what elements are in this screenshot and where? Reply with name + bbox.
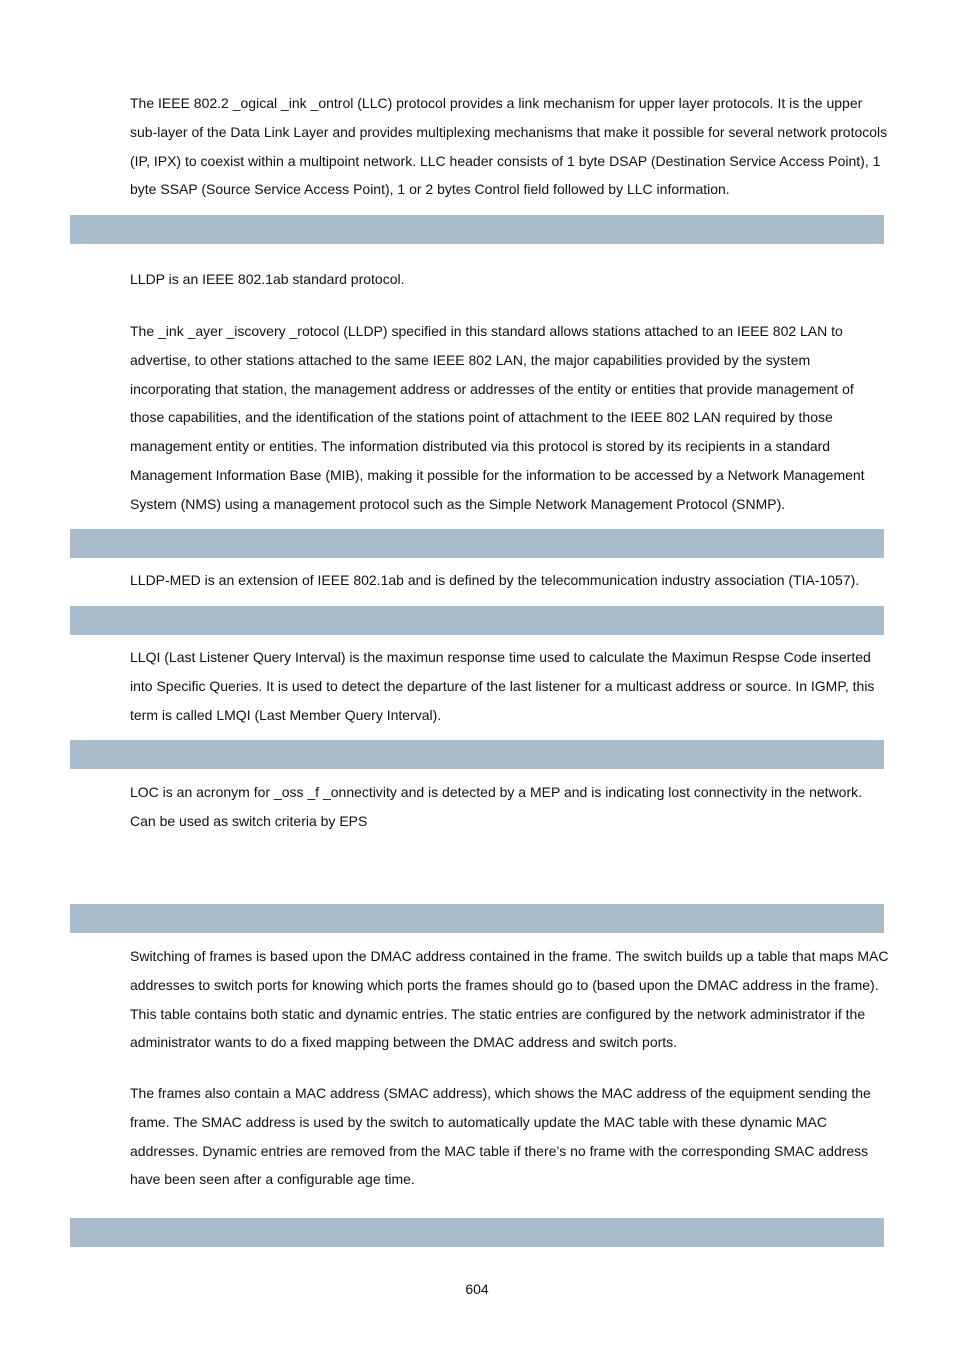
section-header-bar bbox=[70, 215, 884, 244]
lldp-med-paragraph: LLDP-MED is an extension of IEEE 802.1ab and is defined by the telecommunication industry association (TIA-1057). bbox=[130, 572, 860, 588]
mac-table-paragraph-1: Switching of frames is based upon the DMAC address contained in the frame. The switch builds up a table that maps MAC addresses to switch ports for knowing which ports the frames should go to (based upon the DMAC address in the frame). This table contains both static and dynamic entries. The static entries are configured by the network administrator if the administrator wants to do a fixed mapping between the DMAC address and switch ports. bbox=[130, 948, 889, 1051]
section-header-bar bbox=[70, 606, 884, 635]
section-header-bar bbox=[70, 740, 884, 769]
lldp-description-paragraph: The _ink _ayer _iscovery _rotocol (LLDP) specified in this standard allows stations attached to an IEEE 802 LAN to advertise, to other stations attached to the same IEEE 802 LAN, the major capabilities provided by the system incorporating that station, the management address or addresses of the entity or entities that provide management of those capabilities, and the identification of the stations point of attachment to the IEEE 802 LAN required by those management entity or entities. The information distributed via this protocol is stored by its recipients in a standard Management Information Base (MIB), making it possible for the information to be accessed by a Network Management System (NMS) using a management protocol such as the Simple Network Management Protocol (SNMP). bbox=[130, 323, 865, 512]
page-number: 604 bbox=[465, 1281, 489, 1297]
loc-paragraph: LOC is an acronym for _oss _f _onnectivity and is detected by a MEP and is indicating lost connectivity in the network. Can be used as switch criteria by EPS bbox=[130, 784, 863, 829]
section-header-bar bbox=[70, 1218, 884, 1247]
lldp-intro-paragraph: LLDP is an IEEE 802.1ab standard protocol. bbox=[130, 271, 405, 287]
section-header-bar bbox=[70, 904, 884, 933]
llc-paragraph: The IEEE 802.2 _ogical _ink _ontrol (LLC) protocol provides a link mechanism for upper layer protocols. It is the upper sub-layer of the Data Link Layer and provides multiplexing mechanisms that make it possible for several network protocols (IP, IPX) to coexist within a multipoint network. LLC header consists of 1 byte DSAP (Destination Service Access Point), 1 byte SSAP (Source Service Access Point), 1 or 2 bytes Control field followed by LLC information. bbox=[130, 95, 888, 198]
section-header-bar bbox=[70, 529, 884, 558]
llqi-paragraph: LLQI (Last Listener Query Interval) is the maximun response time used to calculate the Maximun Respse Code inserted into Specific Queries. It is used to detect the departure of the last listener for a multicast address or source. In IGMP, this term is called LMQI (Last Member Query Interval). bbox=[130, 649, 875, 723]
mac-table-paragraph-2: The frames also contain a MAC address (SMAC address), which shows the MAC address of the equipment sending the frame. The SMAC address is used by the switch to automatically update the MAC table with these dynamic MAC addresses. Dynamic entries are removed from the MAC table if there’s no frame with the corresponding SMAC address have been seen after a configurable age time. bbox=[130, 1085, 871, 1188]
